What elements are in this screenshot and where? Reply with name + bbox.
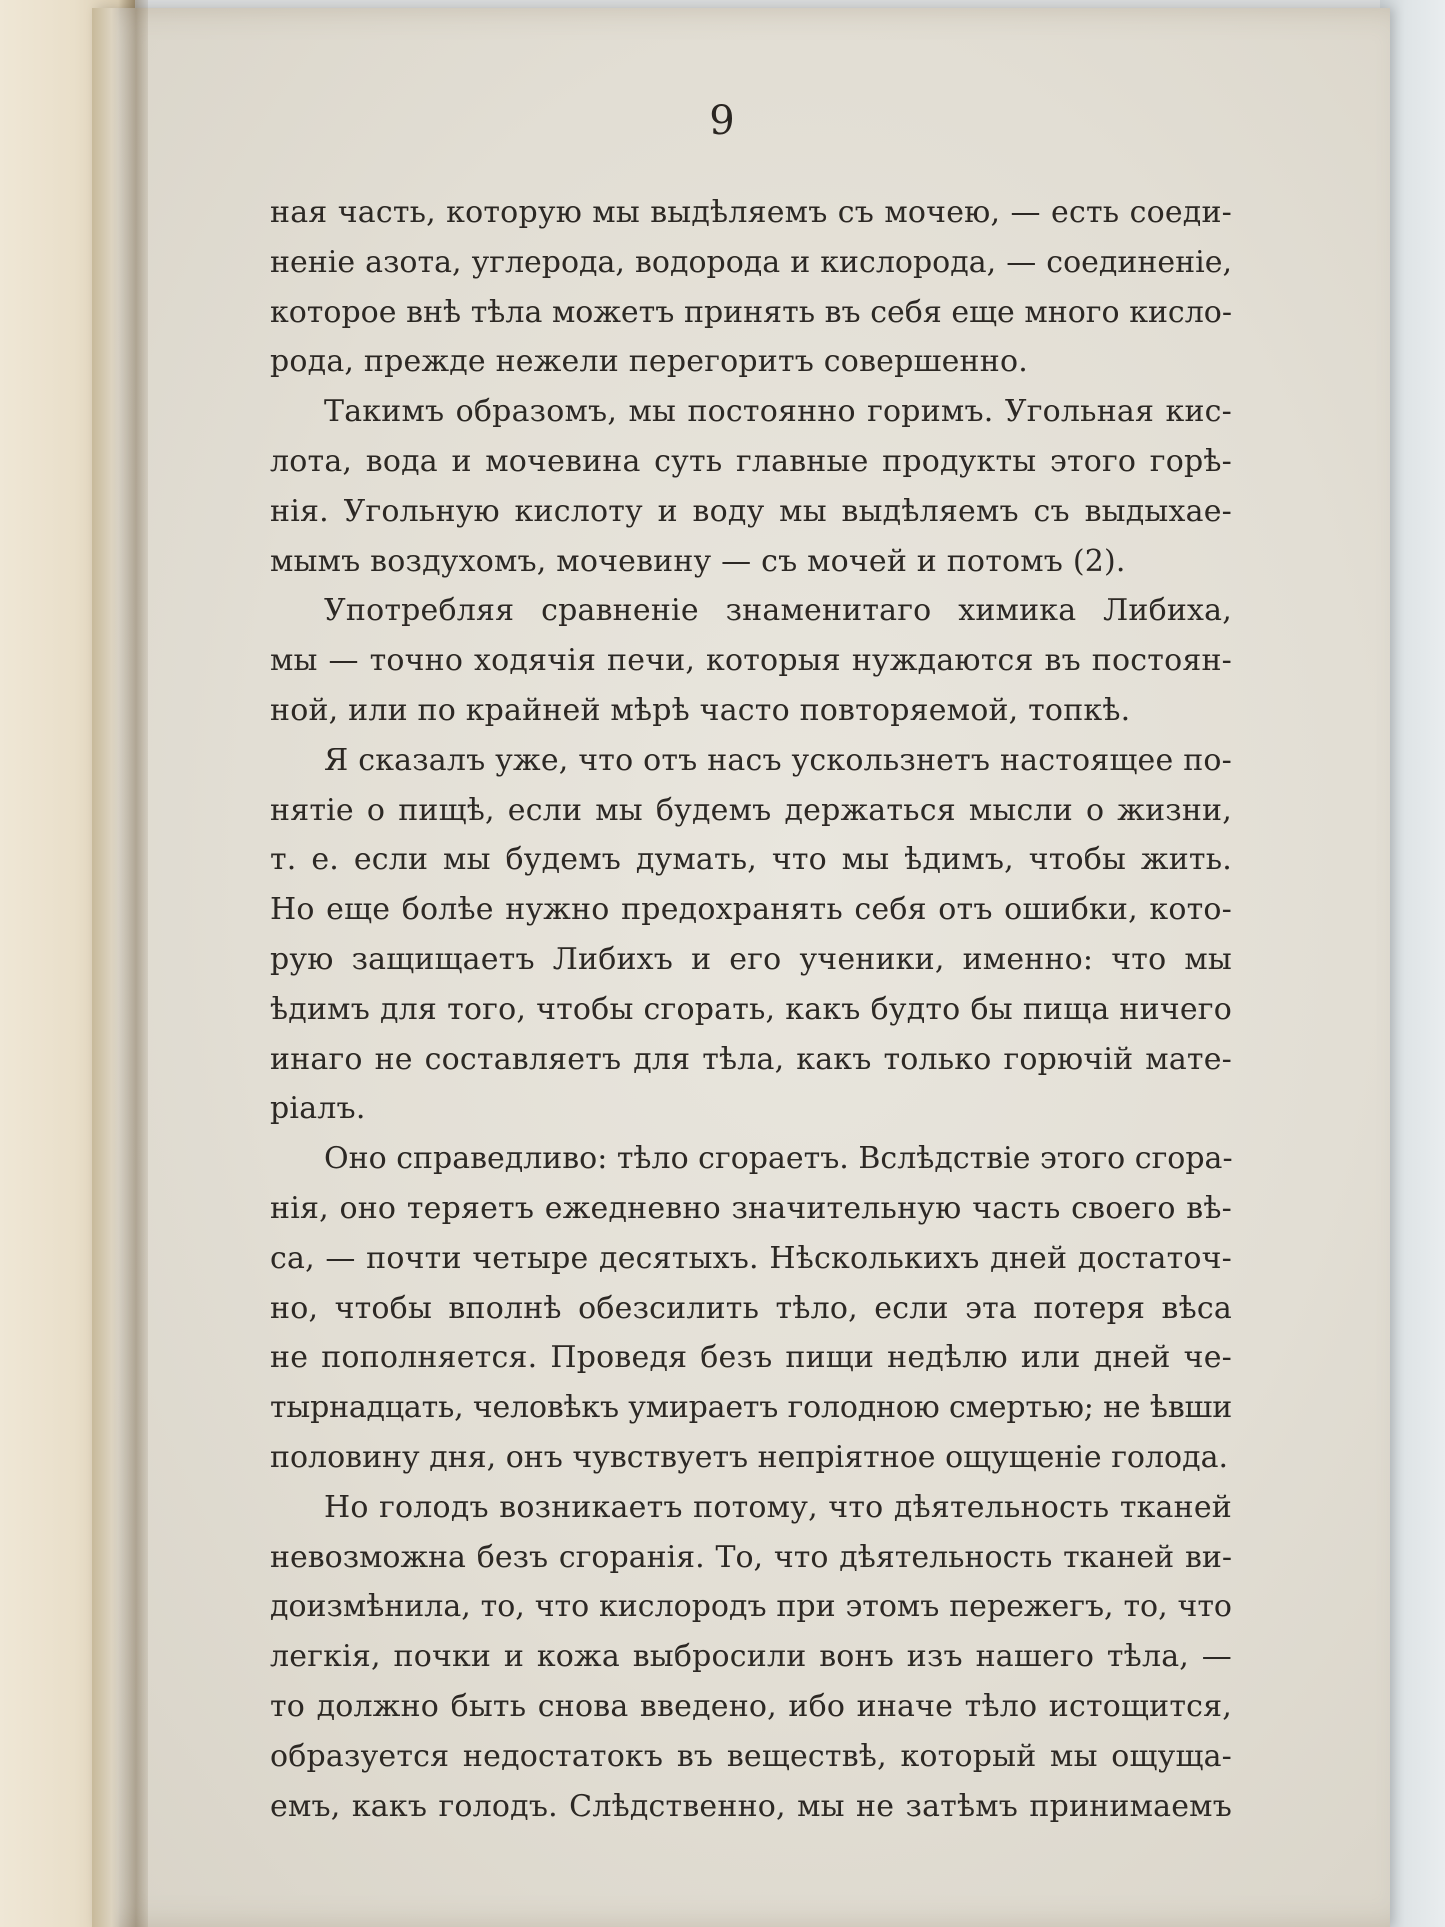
text-line: но, чтобы вполнѣ обезсилить тѣло, если эта потеря вѣса [270,1290,1232,1326]
text-line: Я сказалъ уже, что отъ насъ ускользнетъ настоящее по- [324,742,1232,778]
text-line: ріалъ. [270,1091,366,1127]
page-gutter [92,8,120,1927]
text-line: доизмѣнила, то, что кислородъ при этомъ пережегъ, то, что [270,1589,1232,1625]
text-line: неніе азота, углерода, водорода и кислорода, — соединеніе, [270,244,1232,280]
text-line: нія, оно теряетъ ежедневно значительную часть своего вѣ- [270,1190,1232,1226]
text-line: рую защищаетъ Либихъ и его ученики, именно: что мы [270,941,1232,977]
text-line: то должно быть снова введено, ибо иначе тѣло истощится, [270,1688,1232,1724]
text-line: ной, или по крайней мѣрѣ часто повторяемой, топкѣ. [270,692,1131,728]
text-line: Употребляя сравненіе знаменитаго химика Либиха, [324,593,1232,629]
text-line: Но еще болѣе нужно предохранять себя отъ ошибки, кото- [270,892,1232,928]
text-line: лота, вода и мочевина суть главные продукты этого горѣ- [270,443,1232,479]
text-line: инаго не составляетъ для тѣла, какъ только горючій мате- [270,1041,1232,1077]
text-line: легкія, почки и кожа выбросили вонъ изъ нашего тѣла, — [270,1639,1232,1675]
text-line: Но голодъ возникаетъ потому, что дѣятельность тканей [324,1489,1232,1525]
text-line: мымъ воздухомъ, мочевину — съ мочей и потомъ (2). [270,543,1126,579]
text-line: Такимъ образомъ, мы постоянно горимъ. Угольная кис- [324,394,1232,430]
text-line: которое внѣ тѣла можетъ принять въ себя еще много кисло- [270,294,1232,330]
text-line: нятіе о пищѣ, если мы будемъ держаться мысли о жизни, [270,792,1232,828]
text-line: т. е. если мы будемъ думать, что мы ѣдимъ, чтобы жить. [270,842,1232,878]
text-line: ная часть, которую мы выдѣляемъ съ мочею, — есть соеди- [270,195,1232,230]
spine-shadow [118,0,148,1927]
text-line: образуется недостатокъ въ веществѣ, который мы ощуща- [270,1738,1232,1774]
text-line: емъ, какъ голодъ. Слѣдственно, мы не затѣмъ принимаемъ [270,1788,1232,1824]
body-text [270,188,1232,1831]
text-line: половину дня, онъ чувствуетъ непріятное ощущеніе голода. [270,1439,1229,1475]
text-line: невозможна безъ сгоранія. То, что дѣятельность тканей ви- [270,1539,1232,1575]
text-line: Оно справедливо: тѣло сгораетъ. Вслѣдствіе этого сгора- [324,1141,1233,1177]
text-line: рода, прежде нежели перегоритъ совершенно. [270,344,1028,380]
text-line: тырнадцать, человѣкъ умираетъ голодною смертью; не ѣвши [270,1390,1232,1426]
text-line: мы — точно ходячія печи, которыя нуждаются въ постоян- [270,643,1232,679]
page-number: 9 [709,98,736,144]
text-line: не пополняется. Проведя безъ пищи недѣлю или дней че- [270,1340,1232,1376]
text-line: ѣдимъ для того, чтобы сгорать, какъ будто бы пища ничего [270,991,1232,1027]
text-line: нія. Угольную кислоту и воду мы выдѣляемъ съ выдыхае- [270,493,1232,529]
text-line: са, — почти четыре десятыхъ. Нѣсколькихъ дней достаточ- [270,1240,1232,1276]
